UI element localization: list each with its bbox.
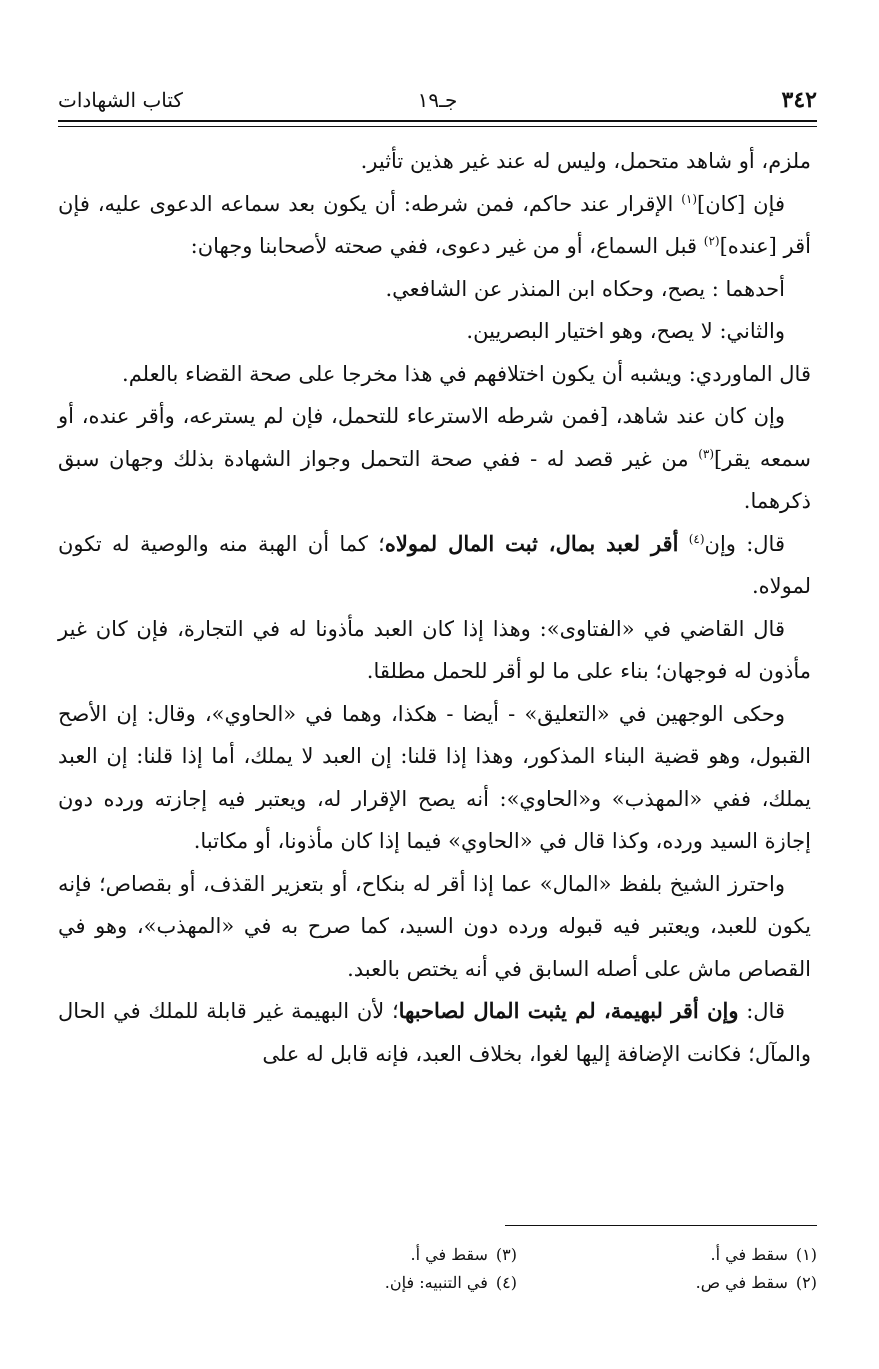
paragraph: ملزم، أو شاهد متحمل، وليس له عند غير هذين تأثير. [360, 149, 811, 173]
paragraph: قال الماوردي: ويشبه أن يكون اختلافهم في هذا مخرجا على صحة القضاء بالعلم. [122, 361, 811, 386]
footnote-number: (٢) [795, 1273, 817, 1292]
footnote-text: سقط في أ. [410, 1245, 488, 1264]
footnote-marker: (٤) [688, 531, 705, 546]
paragraph: وحكى الوجهين في «التعليق» - أيضا - هكذا، وهما في «الحاوي»، وقال: إن الأصح القبول، وهو قضية البناء المذكور، وهذا إذا قلنا: إن العبد لا يملك، أما إذا قلنا: إن العبد يملك، ففي «المهذب» و«الحاوي»: أنه يصح الإقرار له، ويعتبر فيه إجازته ورده دون إجازة السيد ورده، وكذا قال في «الحاوي» فيما إذا كان مأذونا، أو مكاتبا. [58, 701, 811, 853]
footnote-number: (١) [795, 1245, 817, 1264]
footnote-item [411, 1242, 517, 1268]
footnote-marker: (٣) [698, 446, 715, 461]
footnote-number: (٣) [495, 1245, 517, 1264]
volume-label: جـ١٩ [417, 88, 458, 112]
footnote-text: سقط في أ. [710, 1245, 788, 1264]
footnote-separator [505, 1225, 817, 1226]
paragraph: واحترز الشيخ بلفظ «المال» عما إذا أقر له بنكاح، أو بتعزير القذف، أو بقصاص؛ فإنه يكون للعبد، ويعتبر فيه قبوله ورده دون السيد، كما صرح به في «المهذب»، وهو في القصاص ماش على أصله السابق في أنه يختص بالعبد. [58, 871, 811, 981]
footnote-text: سقط في ص. [695, 1273, 788, 1292]
footnote-item [385, 1270, 517, 1296]
book-title: كتاب الشهادات [58, 88, 183, 112]
paragraph: أحدهما : يصح، وحكاه ابن المنذر عن الشافعي. [385, 276, 785, 301]
paragraph: قال: وإن$^{(٤)}$ أقر لعبد بمال، ثبت المال لمولاه؛ كما أن الهبة منه والوصية له تكون لمولاه. [58, 530, 811, 598]
paragraph: قال القاضي في «الفتاوى»: وهذا إذا كان العبد مأذونا له في التجارة، فإن كان غير مأذون له فوجهان؛ بناء على ما لو أقر للحمل مطلقا. [58, 616, 811, 683]
page-header [58, 82, 817, 118]
paragraph: والثاني: لا يصح، وهو اختيار البصريين. [466, 319, 785, 343]
header-rule-thick [58, 120, 817, 122]
footnote-marker: (١) [681, 191, 698, 206]
footnote-text: في التنبيه: فإن. [384, 1273, 488, 1292]
paragraph: فإن [كان]$^{(١)}$ الإقرار عند حاكم، فمن شرطه: أن يكون بعد سماعه الدعوى عليه، فإن أقر [عنده]$^{(٢)}$ قبل السماع، أو من غير دعوى، ففي صحته لأصحابنا وجهان: [58, 191, 811, 258]
footnote-item [711, 1242, 817, 1268]
paragraph: وإن كان عند شاهد، [فمن شرطه الاسترعاء للتحمل، فإن لم يسترعه، وأقر عنده، أو سمعه يقر]$^{(٣)}$ من غير قصد له - ففي صحة التحمل وجواز الشهادة بذلك وجهان سبق ذكرهما. [58, 404, 811, 513]
main-text [58, 140, 811, 1075]
footnote-marker: (٢) [703, 234, 720, 248]
footnote-item [696, 1270, 817, 1296]
paragraph: قال: وإن أقر لبهيمة، لم يثبت المال لصاحبها؛ لأن البهيمة غير قابلة للملك في الحال والمآل؛ فكانت الإضافة إليها لغوا، بخلاف العبد، فإنه قابل له على [58, 998, 811, 1066]
footnote-number: (٤) [495, 1273, 517, 1292]
page-number: ٣٤٢ [781, 87, 817, 113]
header-rule-thin [58, 126, 817, 127]
